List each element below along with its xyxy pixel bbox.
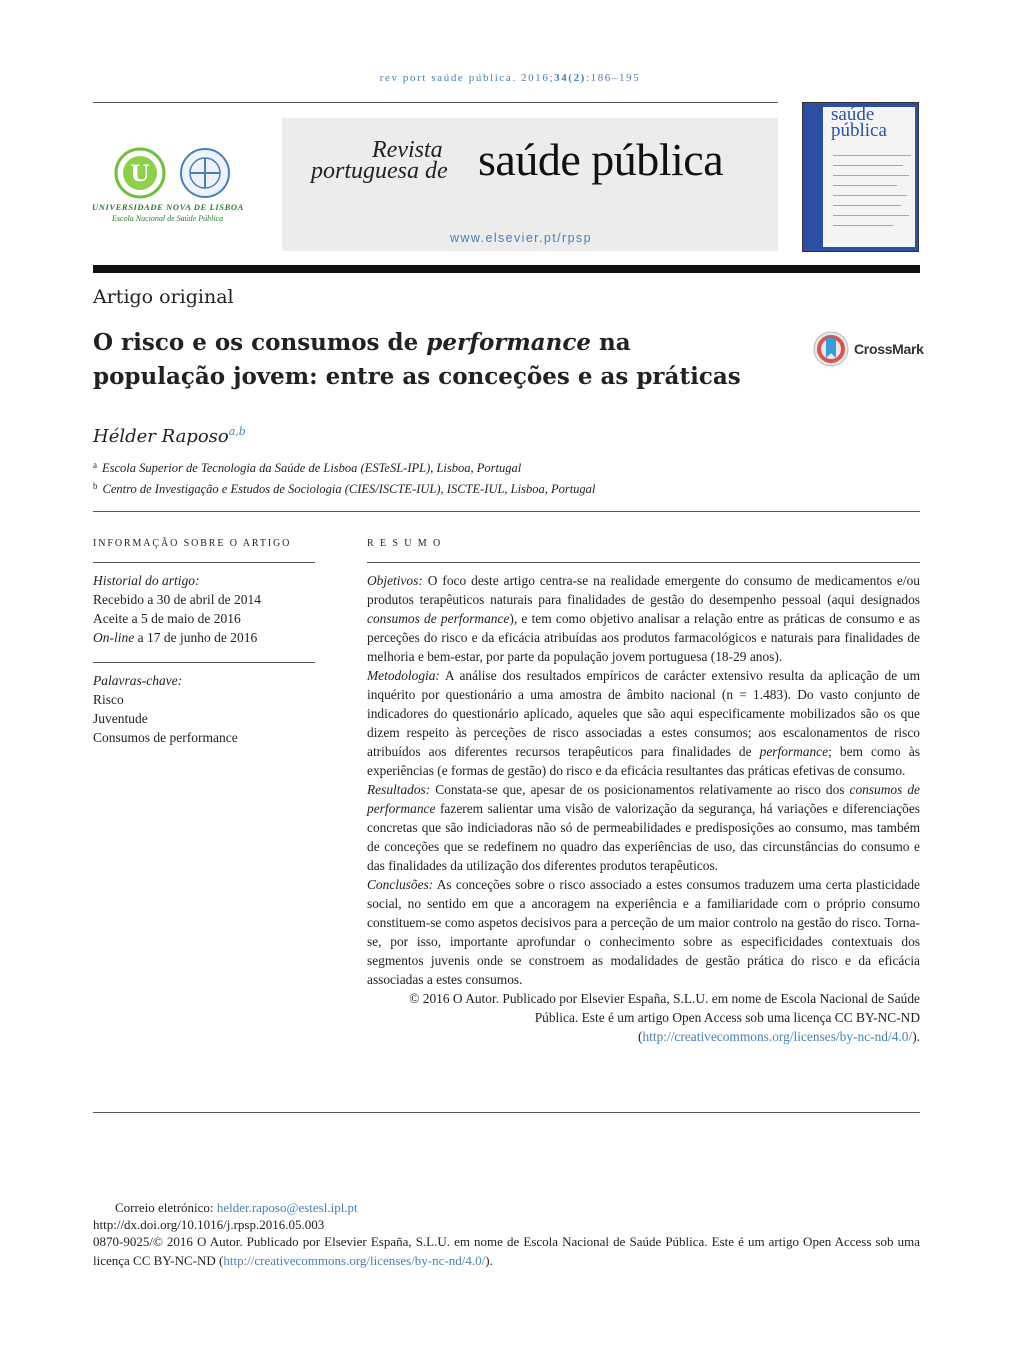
- license-link[interactable]: http://creativecommons.org/licenses/by-nc-nd/4.0/: [642, 1029, 913, 1044]
- abstract-metodologia: Metodologia: A análise dos resultados empíricos de carácter extensivo resulta da aplicação de um inquérito por questionário a uma amostra de âmbito nacional (n = 1.483). Do vasto conjunto de indicadores do questionário aplicado, aqueles que são aqui especificamente mobilizados são os que dizem respeito às perceções de risco associadas a estes consumos; aos escalonamentos de risco atribuídos aos diferentes recursos terapêuticos para finalidades de performance; bem como às experiências (e formas de gestão) do risco e da eficácia resultantes das práticas efetivas de consumo.: [367, 668, 920, 778]
- institution-logos: [92, 146, 262, 226]
- running-head: rev port saúde pública. 2016;34(2):186–195: [379, 72, 641, 84]
- cover-line: [833, 195, 907, 196]
- crossmark-label: CrossMark: [854, 341, 924, 357]
- abstract-license: © 2016 O Autor. Publicado por Elsevier España, S.L.U. em nome de Escola Nacional de Saúde Pública. Este é um artigo Open Access sob uma licença CC BY-NC-ND (http://creativecommons.org/licenses/by-nc-nd/4.0/).: [409, 991, 920, 1044]
- keyword: Juventude: [93, 711, 148, 726]
- header-divider: [93, 102, 778, 103]
- abstract-heading: R E S U M O: [367, 538, 443, 549]
- abstract-bottom-rule: [93, 1112, 920, 1113]
- unl-logo-icon: [92, 146, 262, 204]
- abstract-objetivos: Objetivos: O foco deste artigo centra-se na realidade emergente do consumo de medicamentos e/ou produtos terapêuticos naturais para finalidades de gestão do desempenho pessoal (aqui designados consumos de performance), e tem como objetivo analisar a relação entre as práticas de consumo e as perceções do risco e da eficácia atribuídas aos produtos farmacológicos e naturais para finalidades de melhoria e bem-estar, por parte da população jovem portuguesa (18-29 anos).: [367, 573, 921, 664]
- abstract-resultados: Resultados: Constata-se que, apesar de os posicionamentos relativamente ao risco dos consumos de performance fazerem salientar uma visão de valorização da segurança, há variações e diferenciações concretas que são indiciadoras não só de permeabilidades e predisposições ao consumo, mas também de conceções que se redefinem no quadro das experiências de uso, das circunstâncias do consumo e das finalidades da utilização dos diferentes produtos terapêuticos.: [367, 782, 920, 873]
- article-type: Artigo original: [93, 286, 234, 308]
- cover-line: [833, 155, 911, 156]
- keyword: Risco: [93, 692, 124, 707]
- journal-cover: [802, 102, 919, 252]
- cover-line: [833, 185, 897, 186]
- article-title: O risco e os consumos de performance na população jovem: entre as conceções e as práticas: [93, 329, 741, 390]
- journal-name-line1: Revista: [372, 137, 443, 163]
- info-divider: [93, 562, 315, 563]
- journal-name-main: saúde pública: [478, 134, 724, 185]
- keyword: Consumos de performance: [93, 730, 238, 745]
- affiliation-divider: [93, 511, 920, 512]
- svg-text:U: U: [130, 161, 150, 187]
- crossmark-badge[interactable]: [812, 330, 924, 368]
- author-name: Hélder Raposo$^{a,b}$: [93, 425, 246, 447]
- school-name: Escola Nacional de Saúde Pública: [112, 214, 224, 223]
- cover-line: [833, 175, 909, 176]
- copyright-license-link[interactable]: http://creativecommons.org/licenses/by-nc-nd/4.0/: [223, 1252, 486, 1268]
- cover-line: [833, 215, 909, 216]
- copyright-notice: 0870-9025/© 2016 O Autor. Publicado por Elsevier España, S.L.U. em nome de Escola Nacional de Saúde Pública. Este é um artigo Open Access sob uma licença CC BY-NC-ND (http://creativecommons.org/licenses/by-nc-nd/4.0/).: [93, 1234, 920, 1268]
- university-name: UNIVERSIDADE NOVA DE LISBOA: [92, 202, 244, 212]
- header-rule: [93, 265, 920, 273]
- affiliation-a: $^a$ Escola Superior de Tecnologia da Saúde de Lisboa (ESTeSL-IPL), Lisboa, Portugal: [93, 460, 522, 475]
- article-history: Historial do artigo: Recebido a 30 de abril de 2014 Aceite a 5 de maio de 2016 On-line a 17 de junho de 2016: [93, 573, 261, 645]
- affiliation-b: $^b$ Centro de Investigação e Estudos de Sociologia (CIES/ISCTE-IUL), ISCTE-IUL, Lisboa, Portugal: [93, 481, 596, 496]
- cover-line: [833, 205, 901, 206]
- crossmark-icon: [812, 330, 850, 368]
- keywords: Palavras-chave: Risco Juventude Consumos de performance: [93, 673, 238, 745]
- email-link[interactable]: helder.raposo@estesl.ipl.pt: [216, 1200, 358, 1215]
- abstract-body: [367, 571, 920, 1046]
- doi-link[interactable]: http://dx.doi.org/10.1016/j.rpsp.2016.05.003: [93, 1217, 325, 1232]
- author-affiliation-marks[interactable]: a,b: [228, 425, 246, 438]
- abstract-conclusoes: Conclusões: As conceções sobre o risco associado a estes consumos traduzem uma certa plasticidade social, no sentido em que a ancoragem na experiência e a familiaridade com o próprio consumo constituem-se como aspetos decisivos para a perceção de um maior controlo na gestão do risco. Torna-se, por isso, importante aprofundar o conhecimento sobre as especificidades contextuais dos segmentos juvenis onde se constroem as modalidades de gestão prática do risco e da eficácia associadas a estes consumos.: [367, 877, 920, 987]
- correspondence-email: Correio eletrónico: helder.raposo@estesl.ipl.pt: [115, 1200, 358, 1215]
- journal-name-line2: portuguesa de: [311, 158, 448, 184]
- cover-line: [833, 225, 893, 226]
- cover-line: [833, 165, 903, 166]
- cover-title: saúde pública: [831, 104, 887, 141]
- abstract-divider: [367, 562, 920, 563]
- article-info-heading: INFORMAÇÃO SOBRE O ARTIGO: [93, 538, 292, 549]
- journal-url[interactable]: www.elsevier.pt/rpsp: [450, 231, 592, 245]
- history-divider: [93, 662, 315, 663]
